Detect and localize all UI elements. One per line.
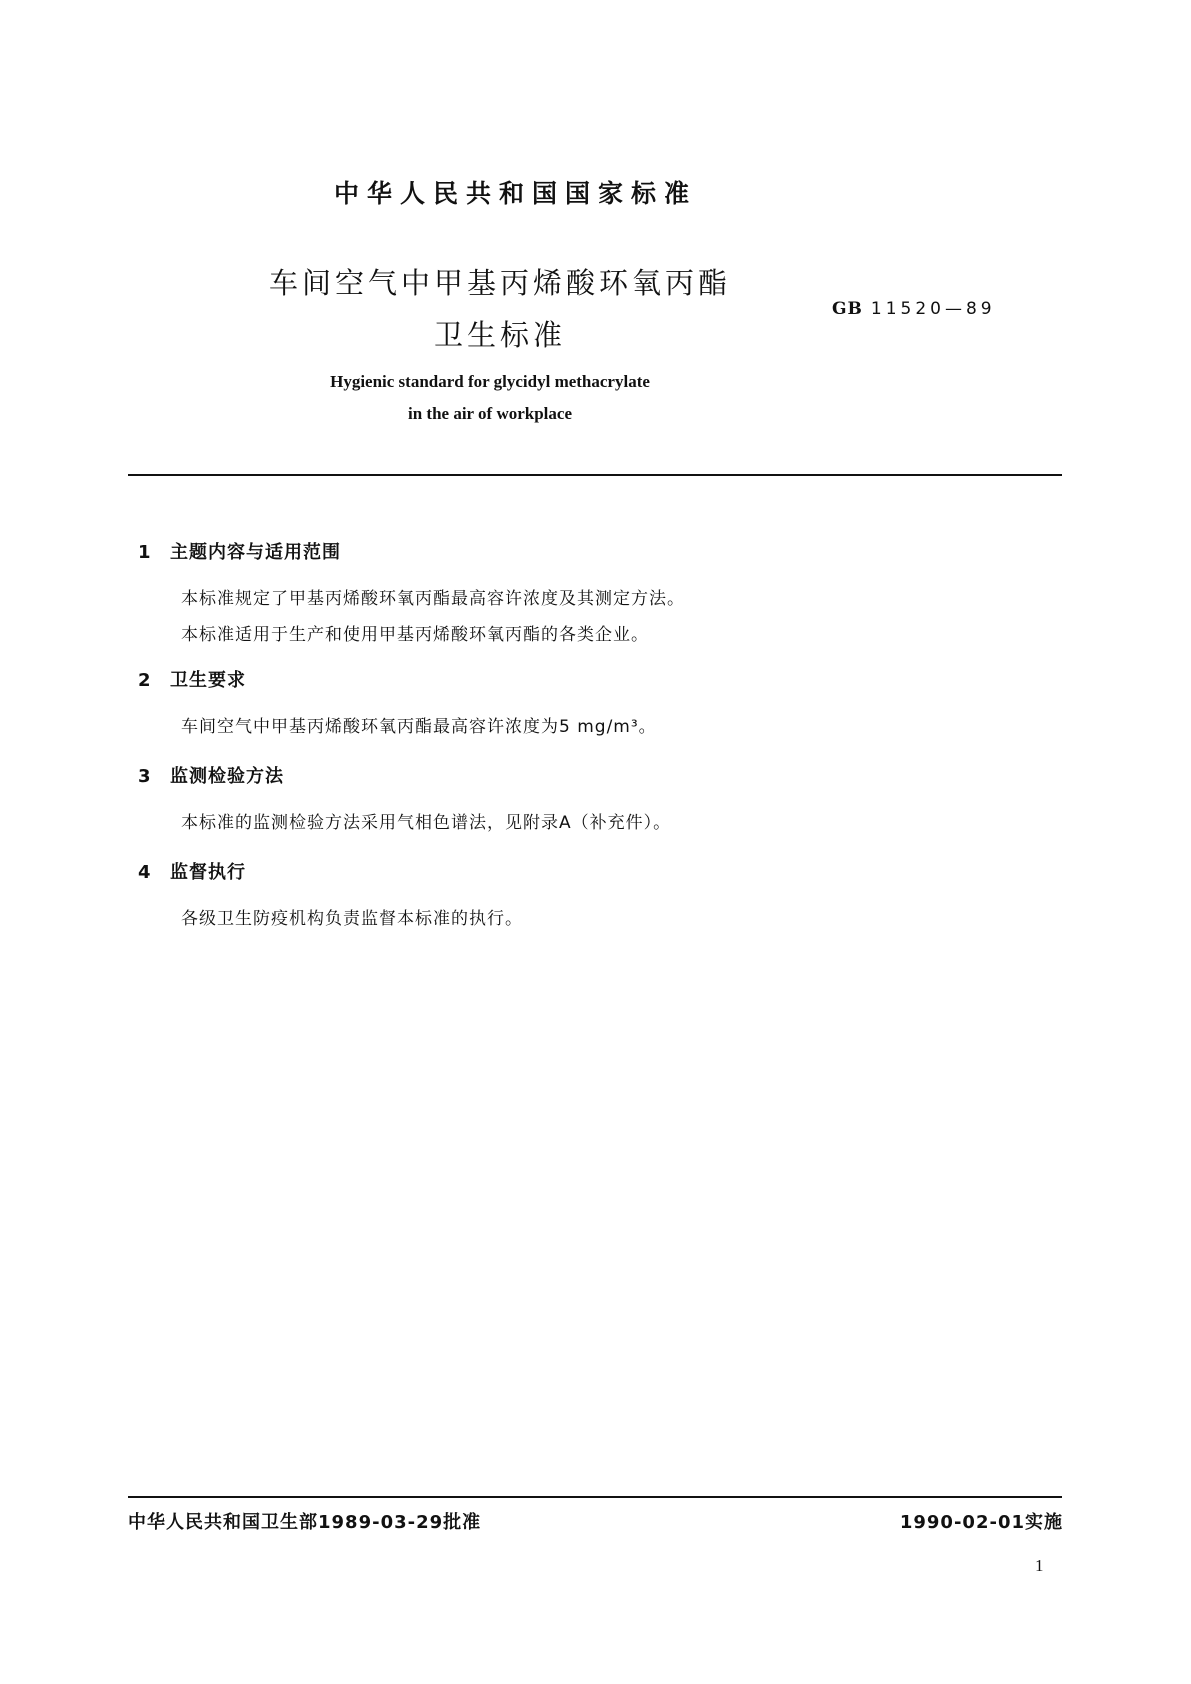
paragraph: 本标准适用于生产和使用甲基丙烯酸环氧丙酯的各类企业。 <box>181 625 649 645</box>
title-en-line-1: Hygienic standard for glycidyl methacrylate <box>330 372 650 391</box>
paragraph: 本标准规定了甲基丙烯酸环氧丙酯最高容许浓度及其测定方法。 <box>181 589 685 609</box>
section-heading <box>138 666 657 692</box>
page-number: 1 <box>1035 1556 1044 1575</box>
section-2 <box>138 666 657 737</box>
section-number: 4 <box>138 862 152 883</box>
footer-divider <box>128 1496 1062 1498</box>
standard-code: 11520—89 <box>870 299 996 319</box>
section-1 <box>138 538 685 645</box>
paragraph: 本标准的监测检验方法采用气相色谱法，见附录A（补充件）。 <box>181 813 672 833</box>
section-title: 监督执行 <box>170 862 246 883</box>
title-cn-line-1: 车间空气中甲基丙烯酸环氧丙酯 <box>268 266 731 300</box>
paragraph: 车间空气中甲基丙烯酸环氧丙酯最高容许浓度为5 mg/m³。 <box>181 717 657 737</box>
section-heading <box>138 858 523 884</box>
header-divider <box>128 474 1062 476</box>
effective-date-text: 1990-02-01实施 <box>899 1512 1063 1533</box>
standard-prefix: GB <box>832 299 863 319</box>
section-number: 1 <box>138 542 152 563</box>
national-standard-heading: 中华人民共和国国家标准 <box>333 179 697 208</box>
section-4 <box>138 858 523 929</box>
paragraph: 各级卫生防疫机构负责监督本标准的执行。 <box>181 909 523 929</box>
standard-number <box>832 299 996 319</box>
section-heading <box>138 538 685 564</box>
section-heading <box>138 762 671 788</box>
section-number: 3 <box>138 766 152 787</box>
document-title-en <box>0 366 980 430</box>
section-title: 卫生要求 <box>170 670 246 691</box>
section-title: 监测检验方法 <box>170 766 284 787</box>
document-title-cn <box>0 257 900 361</box>
title-en-line-2: in the air of workplace <box>407 404 572 423</box>
approval-text: 中华人民共和国卫生部1989-03-29批准 <box>128 1512 482 1533</box>
section-title: 主题内容与适用范围 <box>170 542 341 563</box>
title-cn-line-2: 卫生标准 <box>433 318 566 352</box>
section-3 <box>138 762 671 833</box>
section-number: 2 <box>138 670 152 691</box>
